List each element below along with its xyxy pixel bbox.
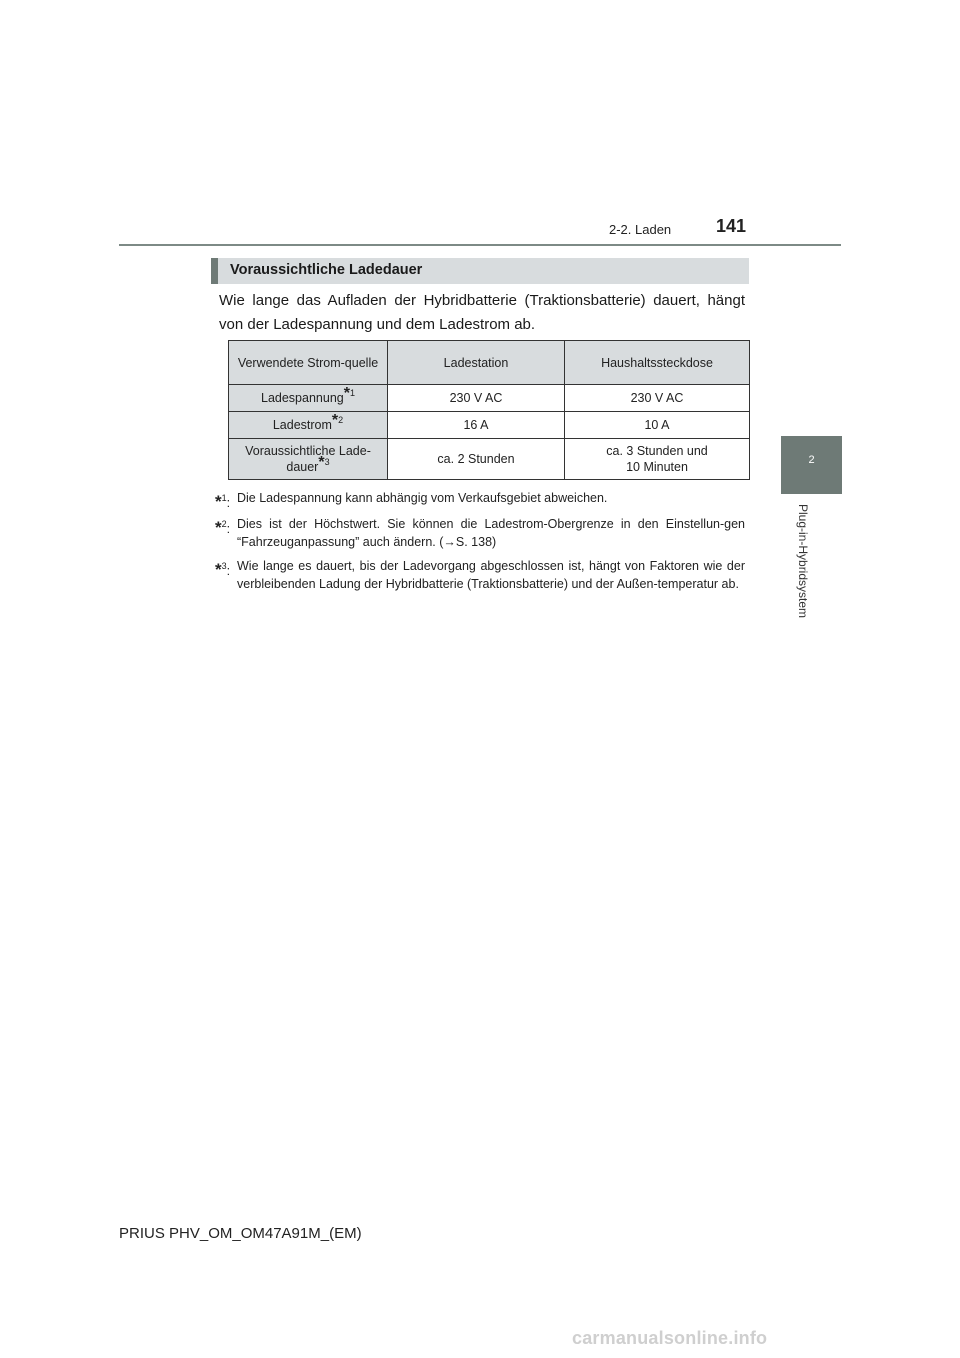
cell-text: 10 Minuten bbox=[626, 460, 688, 474]
chapter-title: Plug-in-Hybridsystem bbox=[796, 504, 810, 619]
asterisk-mark: * bbox=[318, 454, 325, 471]
footnote-marker: *$^2$: bbox=[215, 518, 231, 537]
cell-text: ca. 3 Stunden und bbox=[606, 444, 708, 458]
table-cell: ca. 2 Stunden bbox=[388, 439, 565, 480]
footnote-ref: 3 bbox=[324, 457, 330, 467]
row-label-text: Ladespannung bbox=[261, 391, 344, 405]
table-cell: 16 A bbox=[388, 412, 565, 439]
footnote-1 bbox=[215, 489, 745, 511]
footnote-ref: 1 bbox=[349, 388, 355, 398]
header-divider bbox=[119, 244, 841, 246]
footnote-text: Die Ladespannung kann abhängig vom Verkaufsgebiet abweichen. bbox=[237, 491, 608, 505]
footnote-text: Wie lange es dauert, bis der Ladevorgang abgeschlossen ist, hängt von Faktoren wie der verbleibenden Ladung der Hybridbatterie (Traktionsbatterie) und der Außen-temperatur ab. bbox=[237, 559, 745, 591]
asterisk-mark: * bbox=[331, 412, 339, 429]
charging-time-table bbox=[228, 340, 750, 480]
row-label-current bbox=[229, 412, 388, 439]
page-number: 141 bbox=[716, 216, 747, 236]
intro-paragraph: Wie lange das Aufladen der Hybridbatterie (Traktionsbatterie) dauert, hängt von der Ladespannung und dem Ladestrom ab. bbox=[219, 292, 745, 333]
table-row bbox=[229, 439, 750, 480]
row-label-duration bbox=[229, 439, 388, 480]
row-label-voltage bbox=[229, 385, 388, 412]
row-label-text: dauer bbox=[286, 460, 319, 474]
footnote-3 bbox=[215, 557, 745, 593]
table-header-row bbox=[229, 341, 750, 385]
footnote-text: Dies ist der Höchstwert. Sie können die Ladestrom-Obergrenze in den Einstellun-gen “Fahrzeuganpassung” auch ändern. (→S. 138) bbox=[237, 517, 745, 549]
table-cell: 230 V AC bbox=[388, 385, 565, 412]
footnote-marker: *$^1$: bbox=[215, 492, 231, 511]
asterisk-mark: * bbox=[343, 385, 350, 402]
chapter-number: 2 bbox=[808, 454, 815, 466]
header-cell-charging-station: Ladestation bbox=[388, 341, 565, 385]
table-cell: 10 A bbox=[565, 412, 750, 439]
table-cell bbox=[565, 439, 750, 480]
footnote-marker: *$^3$: bbox=[215, 560, 231, 579]
header-cell-power-source: Verwendete Strom-quelle bbox=[229, 341, 388, 385]
footnote-2 bbox=[215, 515, 745, 551]
row-label-text: Ladestrom bbox=[272, 418, 332, 432]
table-row bbox=[229, 385, 750, 412]
running-header-section: 2-2. Laden bbox=[609, 222, 672, 237]
section-title: Voraussichtliche Ladedauer bbox=[230, 262, 423, 278]
footnote-ref: 2 bbox=[338, 415, 344, 425]
section-heading-bar bbox=[211, 258, 749, 284]
row-label-text: Voraussichtliche Lade- bbox=[245, 444, 371, 458]
document-code: PRIUS PHV_OM_OM47A91M_(EM) bbox=[119, 1225, 362, 1242]
table-cell: 230 V AC bbox=[565, 385, 750, 412]
chapter-tab bbox=[781, 436, 842, 494]
table-row bbox=[229, 412, 750, 439]
watermark: carmanualsonline.info bbox=[572, 1328, 768, 1348]
header-cell-household-socket: Haushaltssteckdose bbox=[565, 341, 750, 385]
